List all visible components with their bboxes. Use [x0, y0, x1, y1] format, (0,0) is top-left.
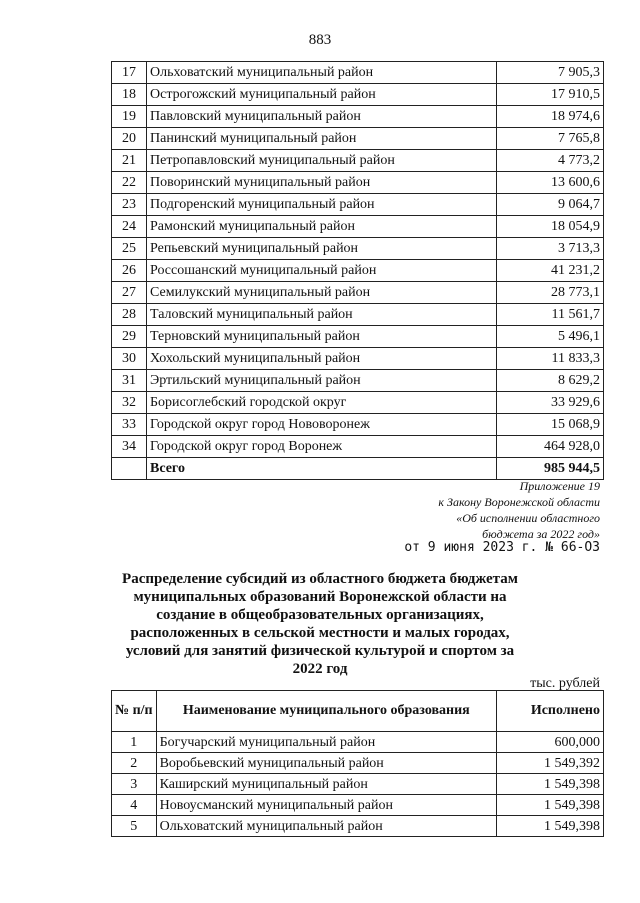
table-row — [112, 436, 604, 458]
amount-value: 18 974,6 — [497, 106, 604, 128]
subsidy-table-continued — [111, 61, 604, 480]
amount-value: 11 833,3 — [497, 348, 604, 370]
header-name: Наименование муниципального образования — [156, 691, 496, 732]
amount-value: 1 549,398 — [497, 774, 604, 795]
amount-value: 11 561,7 — [497, 304, 604, 326]
decree-stamp: от 9 июня 2023 г. № 66-ОЗ — [404, 540, 600, 555]
annex-line: к Закону Воронежской области — [438, 495, 600, 509]
table-row — [112, 414, 604, 436]
table-row — [112, 753, 604, 774]
row-number: 22 — [112, 172, 147, 194]
header-number: № п/п — [112, 691, 157, 732]
amount-value: 9 064,7 — [497, 194, 604, 216]
row-number: 28 — [112, 304, 147, 326]
municipality-name: Семилукский муниципальный район — [147, 282, 497, 304]
municipality-name: Ольховатский муниципальный район — [147, 62, 497, 84]
amount-value: 464 928,0 — [497, 436, 604, 458]
total-empty-cell — [112, 458, 147, 480]
amount-value: 41 231,2 — [497, 260, 604, 282]
row-number: 20 — [112, 128, 147, 150]
municipality-name: Воробьевский муниципальный район — [156, 753, 496, 774]
table-row — [112, 392, 604, 414]
row-number: 17 — [112, 62, 147, 84]
municipality-name: Городской округ город Нововоронеж — [147, 414, 497, 436]
amount-value: 17 910,5 — [497, 84, 604, 106]
annex-line: Приложение 19 — [519, 479, 600, 493]
page-number: 883 — [308, 32, 332, 48]
amount-value: 4 773,2 — [497, 150, 604, 172]
amount-value: 33 929,6 — [497, 392, 604, 414]
unit-label: тыс. рублей — [530, 676, 600, 691]
table-row — [112, 194, 604, 216]
row-number: 33 — [112, 414, 147, 436]
table-row — [112, 260, 604, 282]
municipality-name: Терновский муниципальный район — [147, 326, 497, 348]
municipality-name: Богучарский муниципальный район — [156, 732, 496, 753]
municipality-name: Россошанский муниципальный район — [147, 260, 497, 282]
table-header-row — [112, 691, 604, 732]
table-row — [112, 816, 604, 837]
municipality-name: Панинский муниципальный район — [147, 128, 497, 150]
table-row — [112, 348, 604, 370]
row-number: 26 — [112, 260, 147, 282]
row-number: 3 — [112, 774, 157, 795]
table-row — [112, 795, 604, 816]
amount-value: 1 549,398 — [497, 795, 604, 816]
annex-line: бюджета за 2022 год» — [482, 527, 600, 541]
amount-value: 7 905,3 — [497, 62, 604, 84]
row-number: 24 — [112, 216, 147, 238]
table-row — [112, 282, 604, 304]
table-row — [112, 84, 604, 106]
municipality-name: Рамонский муниципальный район — [147, 216, 497, 238]
municipality-name: Таловский муниципальный район — [147, 304, 497, 326]
row-number: 5 — [112, 816, 157, 837]
row-number: 18 — [112, 84, 147, 106]
table-row — [112, 774, 604, 795]
annex-reference — [438, 478, 600, 542]
row-number: 21 — [112, 150, 147, 172]
municipality-name: Павловский муниципальный район — [147, 106, 497, 128]
row-number: 27 — [112, 282, 147, 304]
amount-value: 5 496,1 — [497, 326, 604, 348]
municipality-name: Петропавловский муниципальный район — [147, 150, 497, 172]
amount-value: 7 765,8 — [497, 128, 604, 150]
municipality-name: Острогожский муниципальный район — [147, 84, 497, 106]
municipality-name: Репьевский муниципальный район — [147, 238, 497, 260]
row-number: 29 — [112, 326, 147, 348]
municipality-name: Поворинский муниципальный район — [147, 172, 497, 194]
amount-value: 28 773,1 — [497, 282, 604, 304]
amount-value: 3 713,3 — [497, 238, 604, 260]
table-row — [112, 172, 604, 194]
amount-value: 1 549,392 — [497, 753, 604, 774]
table-row — [112, 128, 604, 150]
row-number: 1 — [112, 732, 157, 753]
municipality-name: Ольховатский муниципальный район — [156, 816, 496, 837]
table-row — [112, 62, 604, 84]
municipality-name: Каширский муниципальный район — [156, 774, 496, 795]
municipality-name: Подгоренский муниципальный район — [147, 194, 497, 216]
table-row — [112, 370, 604, 392]
row-number: 23 — [112, 194, 147, 216]
amount-value: 8 629,2 — [497, 370, 604, 392]
municipality-name: Эртильский муниципальный район — [147, 370, 497, 392]
total-value: 985 944,5 — [497, 458, 604, 480]
subsidy-distribution-table — [111, 690, 604, 837]
total-row — [112, 458, 604, 480]
amount-value: 15 068,9 — [497, 414, 604, 436]
municipality-name: Новоусманский муниципальный район — [156, 795, 496, 816]
table-row — [112, 732, 604, 753]
row-number: 31 — [112, 370, 147, 392]
row-number: 25 — [112, 238, 147, 260]
table-row — [112, 150, 604, 172]
row-number: 30 — [112, 348, 147, 370]
document-title: Распределение субсидий из областного бюджета бюджетам муниципальных образований Воронежской области на создание в общеобразовательных организациях, расположенных в сельской местности и малых городах, условий для занятий физической культурой и спортом за 2022 год — [122, 571, 518, 677]
annex-line: «Об исполнении областного — [456, 511, 600, 525]
row-number: 4 — [112, 795, 157, 816]
table-row — [112, 326, 604, 348]
row-number: 19 — [112, 106, 147, 128]
table-row — [112, 238, 604, 260]
table-row — [112, 304, 604, 326]
row-number: 34 — [112, 436, 147, 458]
table-row — [112, 216, 604, 238]
municipality-name: Городской округ город Воронеж — [147, 436, 497, 458]
table-row — [112, 106, 604, 128]
header-value: Исполнено — [497, 691, 604, 732]
row-number: 2 — [112, 753, 157, 774]
amount-value: 1 549,398 — [497, 816, 604, 837]
amount-value: 18 054,9 — [497, 216, 604, 238]
amount-value: 13 600,6 — [497, 172, 604, 194]
municipality-name: Борисоглебский городской округ — [147, 392, 497, 414]
municipality-name: Хохольский муниципальный район — [147, 348, 497, 370]
amount-value: 600,000 — [497, 732, 604, 753]
total-label: Всего — [147, 458, 497, 480]
row-number: 32 — [112, 392, 147, 414]
